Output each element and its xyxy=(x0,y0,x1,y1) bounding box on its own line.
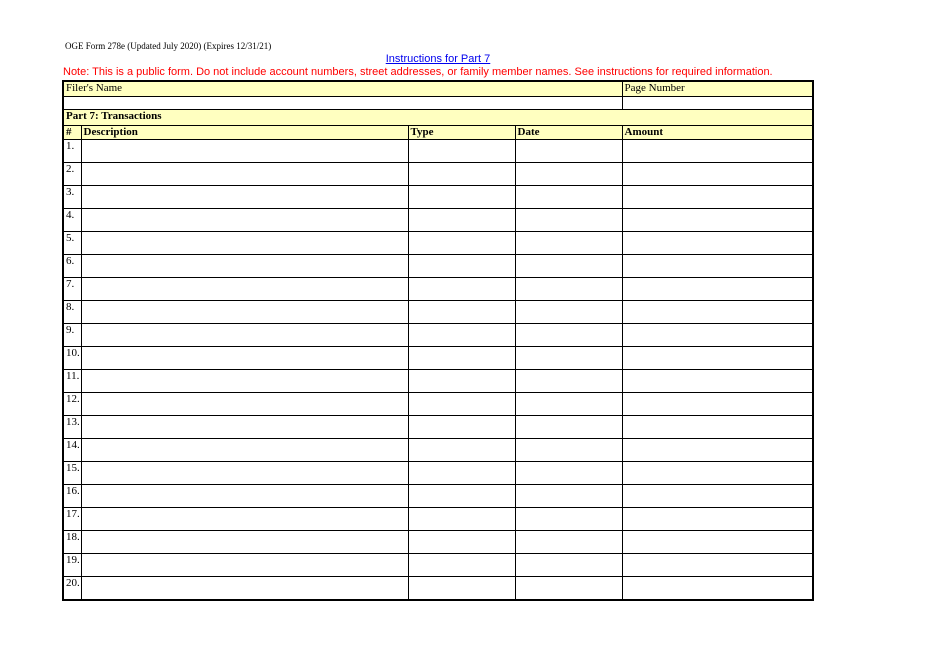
row-number: 6. xyxy=(63,255,81,278)
column-header-num: # xyxy=(63,126,81,140)
type-cell[interactable] xyxy=(408,439,515,462)
description-cell[interactable] xyxy=(81,577,408,601)
description-cell[interactable] xyxy=(81,508,408,531)
amount-cell[interactable] xyxy=(622,416,813,439)
date-cell[interactable] xyxy=(515,508,622,531)
part-title: Part 7: Transactions xyxy=(63,110,813,126)
row-number: 15. xyxy=(63,462,81,485)
amount-cell[interactable] xyxy=(622,324,813,347)
instructions-link[interactable]: Instructions for Part 7 xyxy=(385,53,491,65)
transaction-row xyxy=(63,255,813,278)
amount-cell[interactable] xyxy=(622,577,813,601)
column-header-date: Date xyxy=(515,126,622,140)
row-number: 2. xyxy=(63,163,81,186)
type-cell[interactable] xyxy=(408,577,515,601)
description-cell[interactable] xyxy=(81,163,408,186)
type-cell[interactable] xyxy=(408,324,515,347)
description-cell[interactable] xyxy=(81,186,408,209)
row-number: 11. xyxy=(63,370,81,393)
description-cell[interactable] xyxy=(81,255,408,278)
column-header-amount: Amount xyxy=(622,126,813,140)
date-cell[interactable] xyxy=(515,416,622,439)
type-cell[interactable] xyxy=(408,163,515,186)
type-cell[interactable] xyxy=(408,209,515,232)
row-number: 7. xyxy=(63,278,81,301)
row-number: 1. xyxy=(63,140,81,163)
type-cell[interactable] xyxy=(408,140,515,163)
type-cell[interactable] xyxy=(408,554,515,577)
type-cell[interactable] xyxy=(408,301,515,324)
date-cell[interactable] xyxy=(515,577,622,601)
transaction-row xyxy=(63,508,813,531)
amount-cell[interactable] xyxy=(622,186,813,209)
row-number: 3. xyxy=(63,186,81,209)
row-number: 19. xyxy=(63,554,81,577)
row-number: 20. xyxy=(63,577,81,601)
type-cell[interactable] xyxy=(408,462,515,485)
row-number: 16. xyxy=(63,485,81,508)
amount-cell[interactable] xyxy=(622,209,813,232)
transaction-row xyxy=(63,209,813,232)
date-cell[interactable] xyxy=(515,554,622,577)
page-number-field[interactable] xyxy=(622,97,813,110)
date-cell[interactable] xyxy=(515,301,622,324)
description-cell[interactable] xyxy=(81,370,408,393)
transaction-row xyxy=(63,531,813,554)
date-cell[interactable] xyxy=(515,186,622,209)
amount-cell[interactable] xyxy=(622,370,813,393)
filer-name-field[interactable] xyxy=(63,97,622,110)
row-number: 14. xyxy=(63,439,81,462)
column-header-type: Type xyxy=(408,126,515,140)
description-cell[interactable] xyxy=(81,140,408,163)
date-cell[interactable] xyxy=(515,393,622,416)
filer-name-label: Filer's Name xyxy=(63,81,622,97)
type-cell[interactable] xyxy=(408,370,515,393)
row-number: 4. xyxy=(63,209,81,232)
description-cell[interactable] xyxy=(81,439,408,462)
type-cell[interactable] xyxy=(408,485,515,508)
type-cell[interactable] xyxy=(408,232,515,255)
amount-cell[interactable] xyxy=(622,301,813,324)
type-cell[interactable] xyxy=(408,531,515,554)
column-header-description: Description xyxy=(81,126,408,140)
public-form-note: Note: This is a public form. Do not include account numbers, street addresses, or family member names. See instructions for required information. xyxy=(63,66,773,78)
amount-cell[interactable] xyxy=(622,462,813,485)
transaction-row xyxy=(63,186,813,209)
date-cell[interactable] xyxy=(515,485,622,508)
row-number: 17. xyxy=(63,508,81,531)
transaction-row xyxy=(63,163,813,186)
description-cell[interactable] xyxy=(81,554,408,577)
date-cell[interactable] xyxy=(515,347,622,370)
type-cell[interactable] xyxy=(408,278,515,301)
date-cell[interactable] xyxy=(515,209,622,232)
amount-cell[interactable] xyxy=(622,393,813,416)
transaction-row xyxy=(63,140,813,163)
description-cell[interactable] xyxy=(81,347,408,370)
amount-cell[interactable] xyxy=(622,508,813,531)
type-cell[interactable] xyxy=(408,186,515,209)
transaction-row xyxy=(63,416,813,439)
date-cell[interactable] xyxy=(515,324,622,347)
row-number: 8. xyxy=(63,301,81,324)
date-cell[interactable] xyxy=(515,462,622,485)
type-cell[interactable] xyxy=(408,393,515,416)
transaction-row xyxy=(63,485,813,508)
transaction-row xyxy=(63,393,813,416)
description-cell[interactable] xyxy=(81,416,408,439)
transaction-row xyxy=(63,577,813,601)
description-cell[interactable] xyxy=(81,324,408,347)
page-number-label: Page Number xyxy=(622,81,813,97)
type-cell[interactable] xyxy=(408,508,515,531)
description-cell[interactable] xyxy=(81,209,408,232)
amount-cell[interactable] xyxy=(622,232,813,255)
row-number: 18. xyxy=(63,531,81,554)
amount-cell[interactable] xyxy=(622,163,813,186)
type-cell[interactable] xyxy=(408,416,515,439)
date-cell[interactable] xyxy=(515,370,622,393)
amount-cell[interactable] xyxy=(622,531,813,554)
transactions-form-table xyxy=(62,80,814,601)
amount-cell[interactable] xyxy=(622,485,813,508)
transaction-row xyxy=(63,301,813,324)
transaction-row xyxy=(63,232,813,255)
row-number: 13. xyxy=(63,416,81,439)
date-cell[interactable] xyxy=(515,255,622,278)
row-number: 9. xyxy=(63,324,81,347)
date-cell[interactable] xyxy=(515,140,622,163)
transaction-row xyxy=(63,278,813,301)
amount-cell[interactable] xyxy=(622,439,813,462)
transaction-row xyxy=(63,324,813,347)
description-cell[interactable] xyxy=(81,462,408,485)
amount-cell[interactable] xyxy=(622,347,813,370)
form-identifier: OGE Form 278e (Updated July 2020) (Expires 12/31/21) xyxy=(65,41,272,51)
description-cell[interactable] xyxy=(81,232,408,255)
amount-cell[interactable] xyxy=(622,140,813,163)
row-number: 12. xyxy=(63,393,81,416)
transaction-row xyxy=(63,554,813,577)
date-cell[interactable] xyxy=(515,232,622,255)
amount-cell[interactable] xyxy=(622,278,813,301)
transaction-row xyxy=(63,462,813,485)
description-cell[interactable] xyxy=(81,278,408,301)
transaction-row xyxy=(63,370,813,393)
amount-cell[interactable] xyxy=(622,554,813,577)
description-cell[interactable] xyxy=(81,531,408,554)
type-cell[interactable] xyxy=(408,347,515,370)
date-cell[interactable] xyxy=(515,163,622,186)
description-cell[interactable] xyxy=(81,301,408,324)
transaction-row xyxy=(63,439,813,462)
description-cell[interactable] xyxy=(81,485,408,508)
date-cell[interactable] xyxy=(515,278,622,301)
transaction-row xyxy=(63,347,813,370)
date-cell[interactable] xyxy=(515,439,622,462)
row-number: 5. xyxy=(63,232,81,255)
amount-cell[interactable] xyxy=(622,255,813,278)
date-cell[interactable] xyxy=(515,531,622,554)
row-number: 10. xyxy=(63,347,81,370)
description-cell[interactable] xyxy=(81,393,408,416)
type-cell[interactable] xyxy=(408,255,515,278)
